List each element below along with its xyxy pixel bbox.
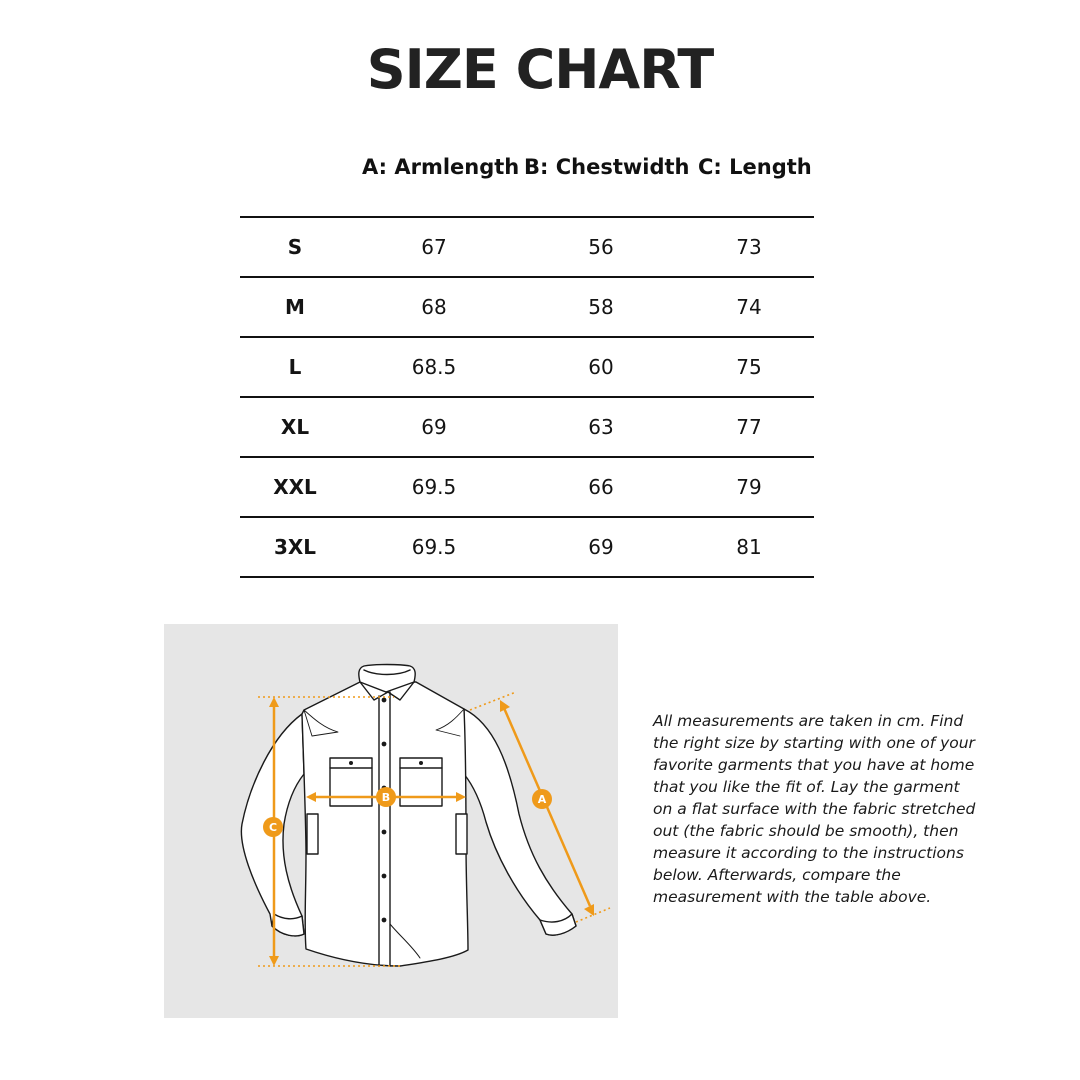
label-c-text: C — [268, 821, 278, 834]
right-chest-pocket — [400, 758, 442, 806]
length-cell: 74 — [736, 295, 762, 319]
chestwidth-cell: 58 — [588, 295, 614, 319]
armlength-cell: 69.5 — [411, 535, 457, 559]
length-cell: 77 — [736, 415, 762, 439]
length-cell: 79 — [736, 475, 762, 499]
length-cell: 75 — [736, 355, 762, 379]
label-a-text: A — [537, 793, 547, 806]
size-table — [240, 216, 814, 578]
label-b-text: B — [381, 791, 391, 804]
shirt-button — [382, 918, 387, 923]
size-cell: S — [287, 235, 303, 259]
shirt-body — [302, 682, 468, 966]
armlength-cell: 69 — [421, 415, 447, 439]
size-cell: L — [288, 355, 302, 379]
left-side-pocket — [307, 814, 318, 854]
table-row — [240, 336, 814, 396]
table-row — [240, 396, 814, 456]
armlength-cell: 67 — [421, 235, 447, 259]
column-header-length: C: Length — [698, 155, 812, 179]
shirt-button — [382, 742, 387, 747]
chestwidth-cell: 56 — [588, 235, 614, 259]
table-row — [240, 456, 814, 516]
table-row — [240, 516, 814, 578]
pocket-button — [419, 761, 423, 765]
shirt-button — [382, 698, 387, 703]
size-cell: XXL — [273, 475, 317, 499]
size-cell: M — [285, 295, 305, 319]
column-header-armlength: A: Armlength — [362, 155, 520, 179]
size-cell: 3XL — [273, 535, 317, 559]
length-arrow-head-bottom — [269, 956, 279, 966]
chestwidth-cell: 69 — [588, 535, 614, 559]
chestwidth-cell: 63 — [588, 415, 614, 439]
armlength-cell: 68 — [421, 295, 447, 319]
pocket-button — [349, 761, 353, 765]
size-cell: XL — [280, 415, 310, 439]
measurement-instructions: All measurements are taken in cm. Find the right size by starting with one of your favorite garments that you have at home that you like the fit of. Lay the garment on a flat surface with the fabric stretched out (the fabric should be smooth), then measure it according to the instructions below. Afterwards, compare the measurement with the table above. — [653, 712, 976, 906]
page-title: SIZE CHART — [366, 38, 714, 101]
chestwidth-cell: 60 — [588, 355, 614, 379]
table-row — [240, 216, 814, 276]
length-arrow-head-top — [269, 697, 279, 707]
shirt-measurement-diagram — [164, 624, 618, 1018]
shirt-button — [382, 830, 387, 835]
armlength-cell: 68.5 — [411, 355, 457, 379]
left-chest-pocket — [330, 758, 372, 806]
column-header-chestwidth: B: Chestwidth — [524, 155, 690, 179]
chestwidth-cell: 66 — [588, 475, 614, 499]
length-cell: 81 — [736, 535, 762, 559]
shirt-illustration — [164, 624, 618, 1018]
armlength-cell: 69.5 — [411, 475, 457, 499]
length-cell: 73 — [736, 235, 762, 259]
shirt-button — [382, 874, 387, 879]
table-row — [240, 276, 814, 336]
right-side-pocket — [456, 814, 467, 854]
